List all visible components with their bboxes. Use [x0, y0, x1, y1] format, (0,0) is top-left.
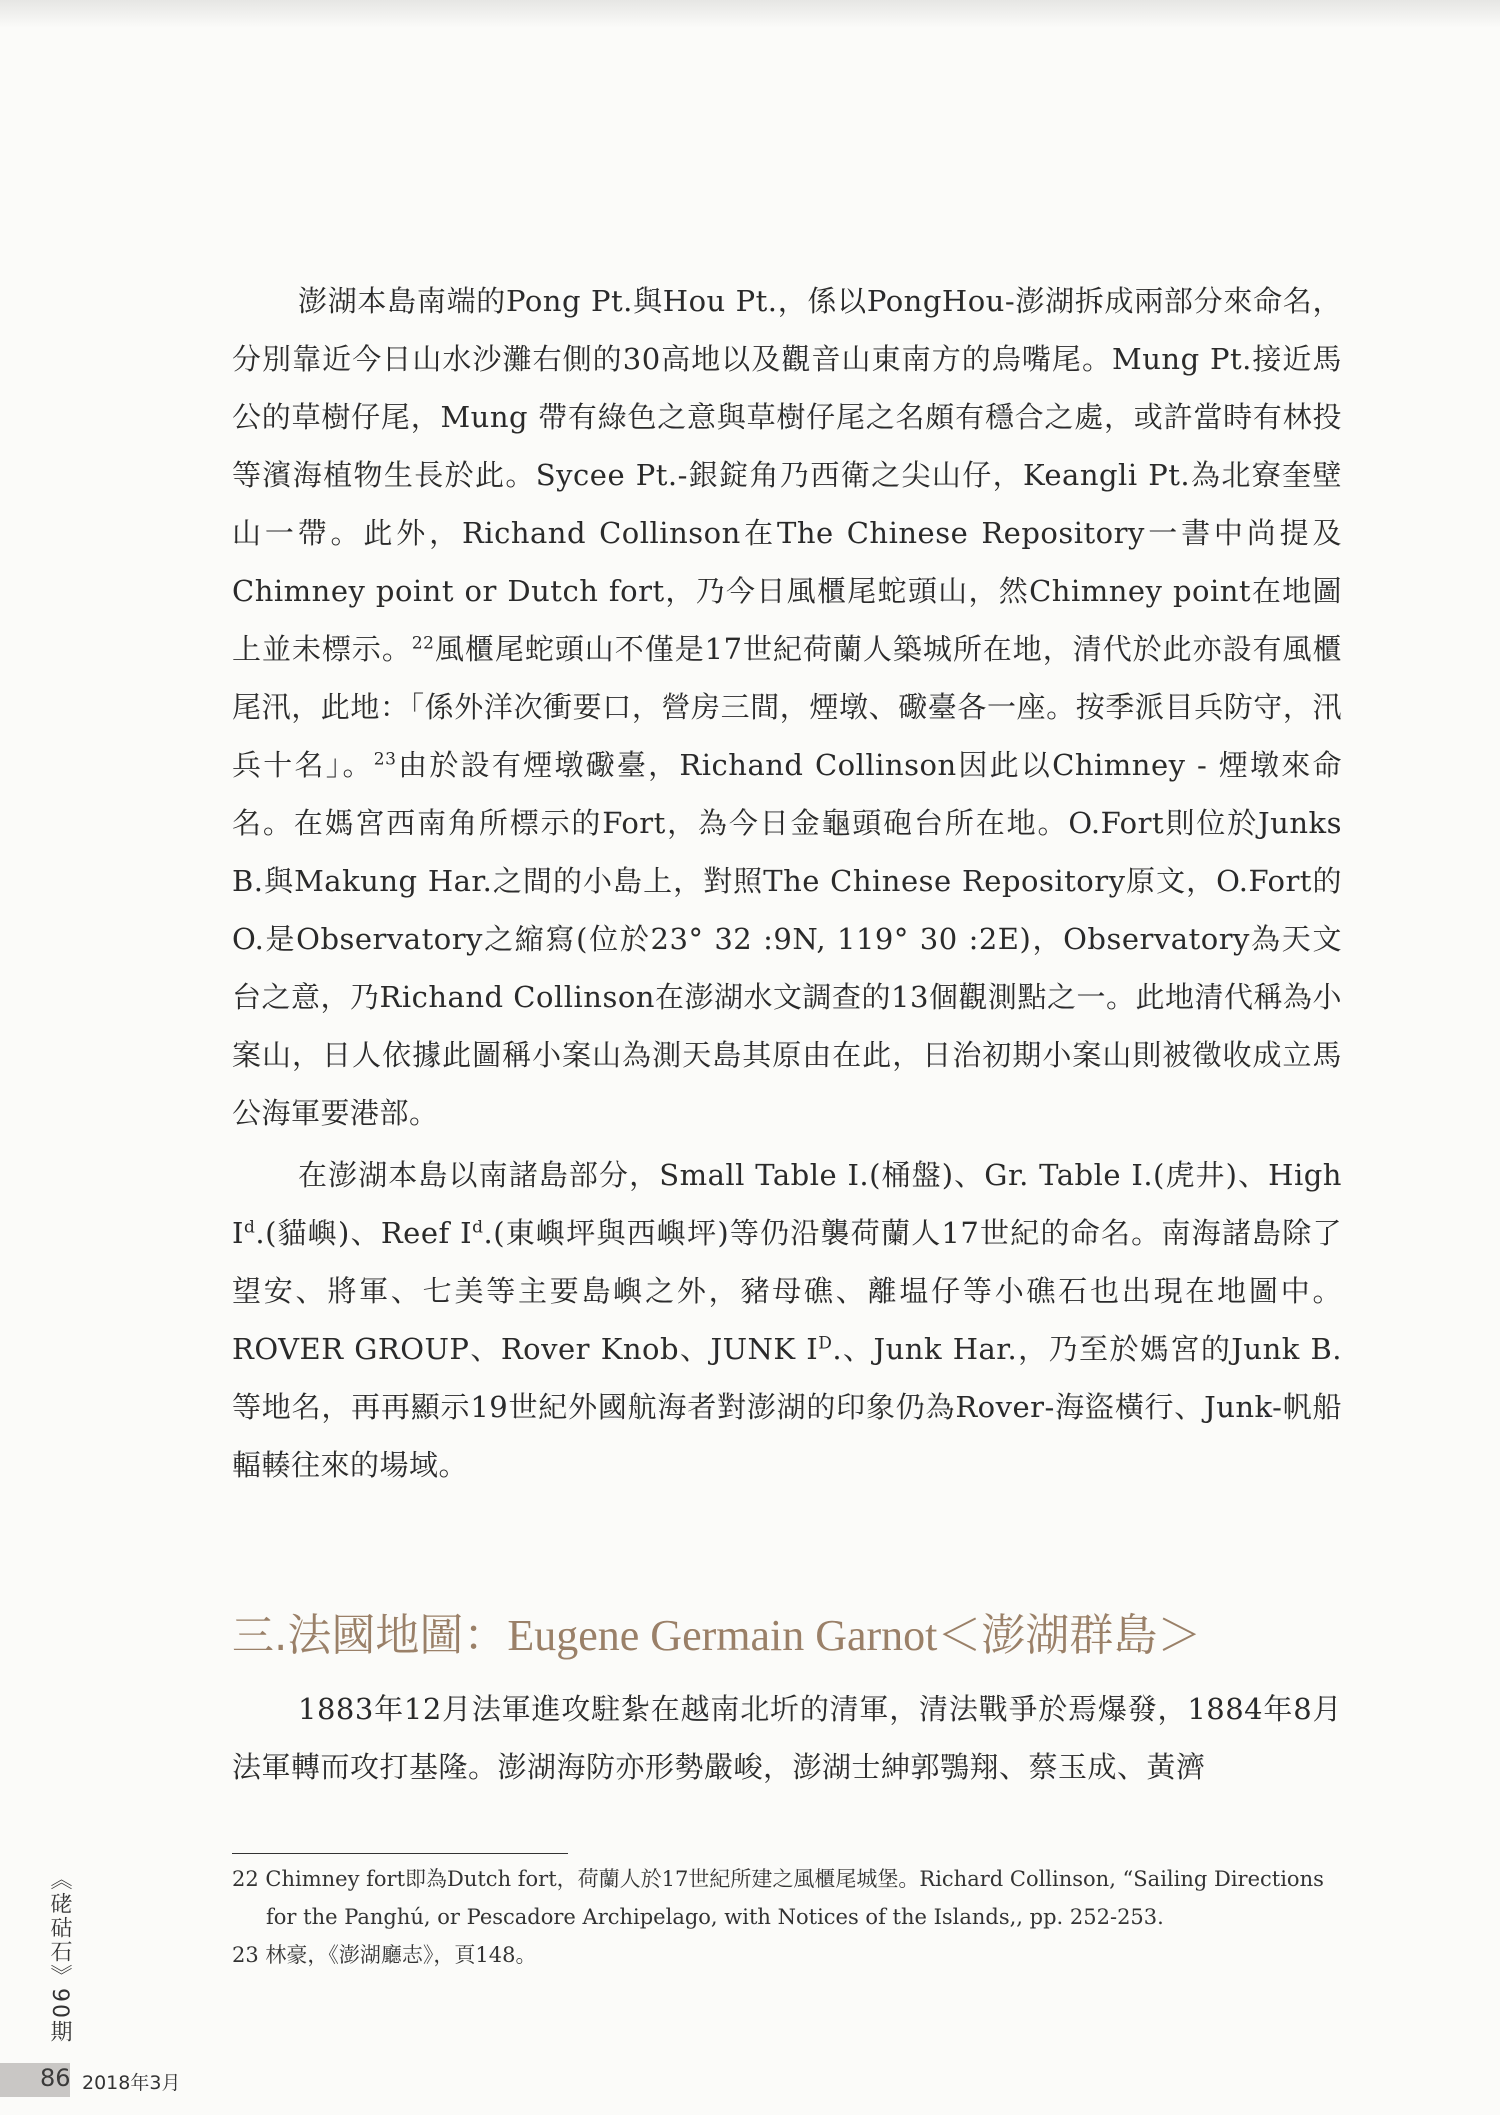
paragraph-1: 澎湖本島南端的Pong Pt.與Hou Pt.，係以PongHou-澎湖拆成兩部分來命名，分別靠近今日山水沙灘右側的30高地以及觀音山東南方的烏嘴尾。Mung Pt.接近馬公的草樹仔尾，Mung 帶有綠色之意與草樹仔尾之名頗有穩合之處，或許當時有林投等濱海植物生長於此。Sycee Pt.-銀錠角乃西衛之尖山仔，Keangli Pt.為北寮奎壁山一帶。此外，Richand Collinson在The Chinese Repository一書中尚提及Chimney point or Dutch fort，乃今日風櫃尾蛇頭山，然Chimney point在地圖上並未標示。$^{22}$風櫃尾蛇頭山不僅是17世紀荷蘭人築城所在地，清代於此亦設有風櫃尾汛，此地：「係外洋次衝要口，營房三間，煙墩、礮臺各一座。按季派目兵防守，汛兵十名」。$^{23}$由於設有煙墩礮臺，Richand Collinson因此以Chimney - 煙墩來命名。在媽宮西南角所標示的Fort，為今日金龜頭砲台所在地。O.Fort則位於Junks B.與Makung Har.之間的小島上，對照The Chinese Repository原文，O.Fort的O.是Observatory之縮寫(位於23° 32 :9N, 119° 30 :2E)，Observatory為天文台之意，乃Richand Collinson在澎湖水文調查的13個觀測點之一。此地清代稱為小案山，日人依據此圖稱小案山為測天島其原由在此，日治初期小案山則被徵收成立馬公海軍要港部。: [232, 284, 1342, 1130]
footnote-divider: [232, 1853, 568, 1854]
footnote-22: 22 Chimney fort即為Dutch fort，荷蘭人於17世紀所建之風櫃尾城堡。Richard Collinson, “Sailing Directions for the Panghú, or Pescadore Archipelago, with Notices of the Islands,, pp. 252-253.: [232, 1867, 1324, 1929]
section-heading: [232, 1606, 1352, 1666]
section-number: 三.: [232, 1611, 288, 1660]
page-number: 86: [40, 2064, 71, 2092]
section-title: 法國地圖：Eugene Germain Garnot＜澎湖群島＞: [287, 1611, 1202, 1660]
footnotes: [232, 1860, 1352, 1974]
issue-date: 2018年3月: [82, 2072, 181, 2094]
footnote-23: 23 林豪，《澎湖廳志》，頁148。: [232, 1943, 537, 1967]
footnote-ref-23: 23: [373, 749, 397, 770]
page-top-shadow: [0, 0, 1500, 28]
magazine-issue-label: 《硓𥑮石》90期: [47, 1868, 72, 2044]
section-paragraph: 1883年12月法軍進攻駐紮在越南北圻的清軍，清法戰爭於焉爆發，1884年8月法軍轉而攻打基隆。澎湖海防亦形勢嚴峻，澎湖士紳郭鶚翔、蔡玉成、黃濟: [232, 1692, 1342, 1784]
article-body: [232, 272, 1342, 1494]
paragraph-2: 在澎湖本島以南諸島部分，Small Table I.(桶盤)、Gr. Table I.(虎井)、High $I^d$.(貓嶼)、Reef $I^d$.(東嶼坪與西嶼坪)等仍沿襲荷蘭人17世紀的命名。南海諸島除了望安、將軍、七美等主要島嶼之外，豬母礁、離塭仔等小礁石也出現在地圖中。ROVER GROUP、Rover Knob、JUNK $I^D$.、Junk Har.，乃至於媽宮的Junk B.等地名，再再顯示19世紀外國航海者對澎湖的印象仍為Rover-海盜橫行、Junk-帆船輻輳往來的場域。: [232, 1158, 1343, 1482]
footnote-ref-22: 22: [411, 633, 435, 654]
section-body: [232, 1680, 1342, 1796]
